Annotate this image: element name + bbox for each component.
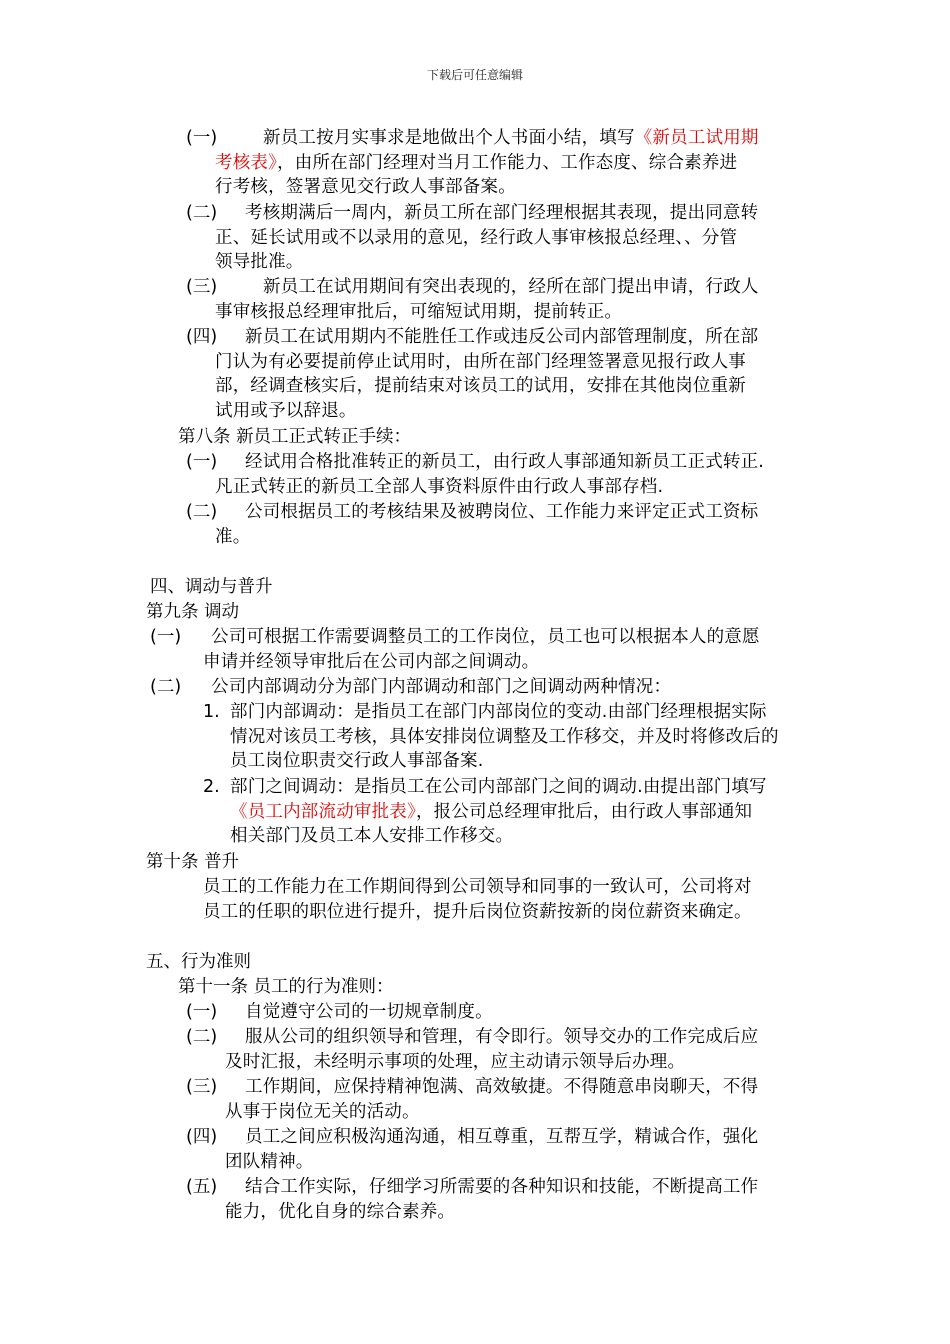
text: 工作期间，应保持精神饱满、高效敏捷。不得随意串岗聊天，不得 bbox=[245, 1077, 759, 1097]
text: 事审核报总经理审批后，可缩短试用期，提前转正。 bbox=[215, 301, 623, 322]
item-number: (四) bbox=[186, 327, 218, 347]
paragraph bbox=[230, 700, 815, 774]
paragraph bbox=[203, 625, 813, 674]
text: 试用或予以辞退。 bbox=[215, 400, 357, 421]
paragraph bbox=[209, 1125, 819, 1174]
item-number: 2. bbox=[203, 777, 220, 797]
text: 从事于岗位无关的活动。 bbox=[225, 1101, 420, 1122]
text: 经试用合格批准转正的新员工，由行政人事部通知新员工正式转正. bbox=[245, 452, 765, 472]
item-number: (二) bbox=[186, 502, 218, 522]
text: 自觉遵守公司的一切规章制度。 bbox=[245, 1002, 493, 1022]
paragraph bbox=[211, 675, 811, 700]
section-heading: 五、行为准则 bbox=[146, 952, 251, 972]
text: 服从公司的组织领导和管理，有令即行。领导交办的工作完成后应 bbox=[245, 1027, 759, 1047]
text: 公司可根据工作需要调整员工的工作岗位，员工也可以根据本人的意愿 bbox=[211, 627, 760, 647]
text: 结合工作实际，仔细学习所需要的各种知识和技能，不断提高工作 bbox=[245, 1177, 759, 1197]
text: 新员工在试用期间有突出表现的，经所在部门提出申请，行政人 bbox=[263, 277, 759, 297]
paragraph bbox=[215, 450, 815, 499]
item-number: (一) bbox=[186, 1002, 218, 1022]
text: 员工的任职的职位进行提升，提升后岗位资薪按新的岗位薪资来确定。 bbox=[203, 901, 752, 922]
page-header: 下载后可任意编辑 bbox=[426, 68, 523, 82]
article-heading: 第十条 普升 bbox=[146, 852, 240, 872]
article-heading: 第八条 新员工正式转正手续： bbox=[178, 427, 412, 447]
item-number: (三) bbox=[186, 277, 218, 297]
text: 新员工按月实事求是地做出个人书面小结，填写 bbox=[263, 128, 635, 148]
form-name: 《员工内部流动审批表》 bbox=[230, 801, 416, 822]
paragraph bbox=[209, 1025, 819, 1074]
paragraph bbox=[203, 875, 813, 924]
text: 团队精神。 bbox=[225, 1151, 314, 1172]
text: 考核期满后一周内，新员工所在部门经理根据其表现，提出同意转 bbox=[245, 203, 759, 223]
text: 部门之间调动：是指员工在公司内部部门之间的调动.由提出部门填写 bbox=[230, 777, 767, 797]
article-heading: 第十一条 员工的行为准则： bbox=[178, 977, 394, 997]
text: 部门内部调动：是指员工在部门内部岗位的变动.由部门经理根据实际 bbox=[230, 702, 767, 722]
form-name: 《新员工试用期 bbox=[634, 128, 759, 148]
item-number: (三) bbox=[186, 1077, 218, 1097]
text: 门认为有必要提前停止试用时，由所在部门经理签署意见报行政人事 bbox=[215, 351, 746, 372]
paragraph bbox=[209, 1175, 819, 1224]
item-number: (二) bbox=[186, 1027, 218, 1047]
paragraph bbox=[245, 1000, 815, 1025]
paragraph bbox=[215, 201, 815, 275]
text: 公司根据员工的考核结果及被聘岗位、工作能力来评定正式工资标 bbox=[245, 502, 759, 522]
paragraph bbox=[230, 775, 815, 849]
article-heading: 第九条 调动 bbox=[146, 602, 240, 622]
item-number: (二) bbox=[150, 677, 182, 697]
text: 情况对该员工考核，具体安排岗位调整及工作移交，并及时将修改后的 bbox=[230, 726, 779, 747]
text: 申请并经领导审批后在公司内部之间调动。 bbox=[203, 651, 540, 672]
text: 员工的工作能力在工作期间得到公司领导和同事的一致认可，公司将对 bbox=[203, 877, 752, 897]
paragraph bbox=[215, 325, 815, 423]
text: 员工岗位职责交行政人事部备案. bbox=[230, 751, 484, 771]
item-number: 1. bbox=[203, 702, 220, 722]
paragraph bbox=[215, 126, 815, 200]
item-number: (五) bbox=[186, 1177, 218, 1197]
text: 员工之间应积极沟通沟通，相互尊重，互帮互学，精诚合作，强化 bbox=[245, 1127, 759, 1147]
section-heading: 四、调动与普升 bbox=[150, 577, 273, 597]
item-number: (四) bbox=[186, 1127, 218, 1147]
text: 及时汇报，未经明示事项的处理，应主动请示领导后办理。 bbox=[225, 1051, 686, 1072]
text: 准。 bbox=[215, 526, 251, 547]
text: 能力，优化自身的综合素养。 bbox=[225, 1201, 456, 1222]
text: 相关部门及员工本人安排工作移交。 bbox=[230, 826, 514, 846]
item-number: (二) bbox=[186, 203, 218, 223]
text: 公司内部调动分为部门内部调动和部门之间调动两种情况： bbox=[211, 677, 672, 697]
item-number: (一) bbox=[186, 452, 218, 472]
text: 领导批准。 bbox=[215, 252, 304, 272]
item-number: (一) bbox=[150, 627, 182, 647]
text: 部，经调查核实后，提前结束对该员工的试用，安排在其他岗位重新 bbox=[215, 376, 746, 396]
text: 正、延长试用或不以录用的意见，经行政人事审核报总经理、、分管 bbox=[215, 227, 738, 248]
form-name: 考核表》 bbox=[215, 152, 278, 173]
text: 行考核，签署意见交行政人事部备案。 bbox=[215, 177, 516, 197]
text: ，由所在部门经理对当月工作能力、工作态度、综合素养进 bbox=[277, 152, 738, 173]
item-number: (一) bbox=[186, 128, 218, 148]
paragraph bbox=[215, 275, 815, 324]
paragraph bbox=[215, 500, 815, 549]
text: 凡正式转正的新员工全部人事资料原件由行政人事部存档. bbox=[215, 476, 664, 497]
text: ，报公司总经理审批后，由行政人事部通知 bbox=[415, 801, 753, 822]
paragraph bbox=[209, 1075, 819, 1124]
text: 新员工在试用期内不能胜任工作或违反公司内部管理制度，所在部 bbox=[245, 327, 759, 347]
